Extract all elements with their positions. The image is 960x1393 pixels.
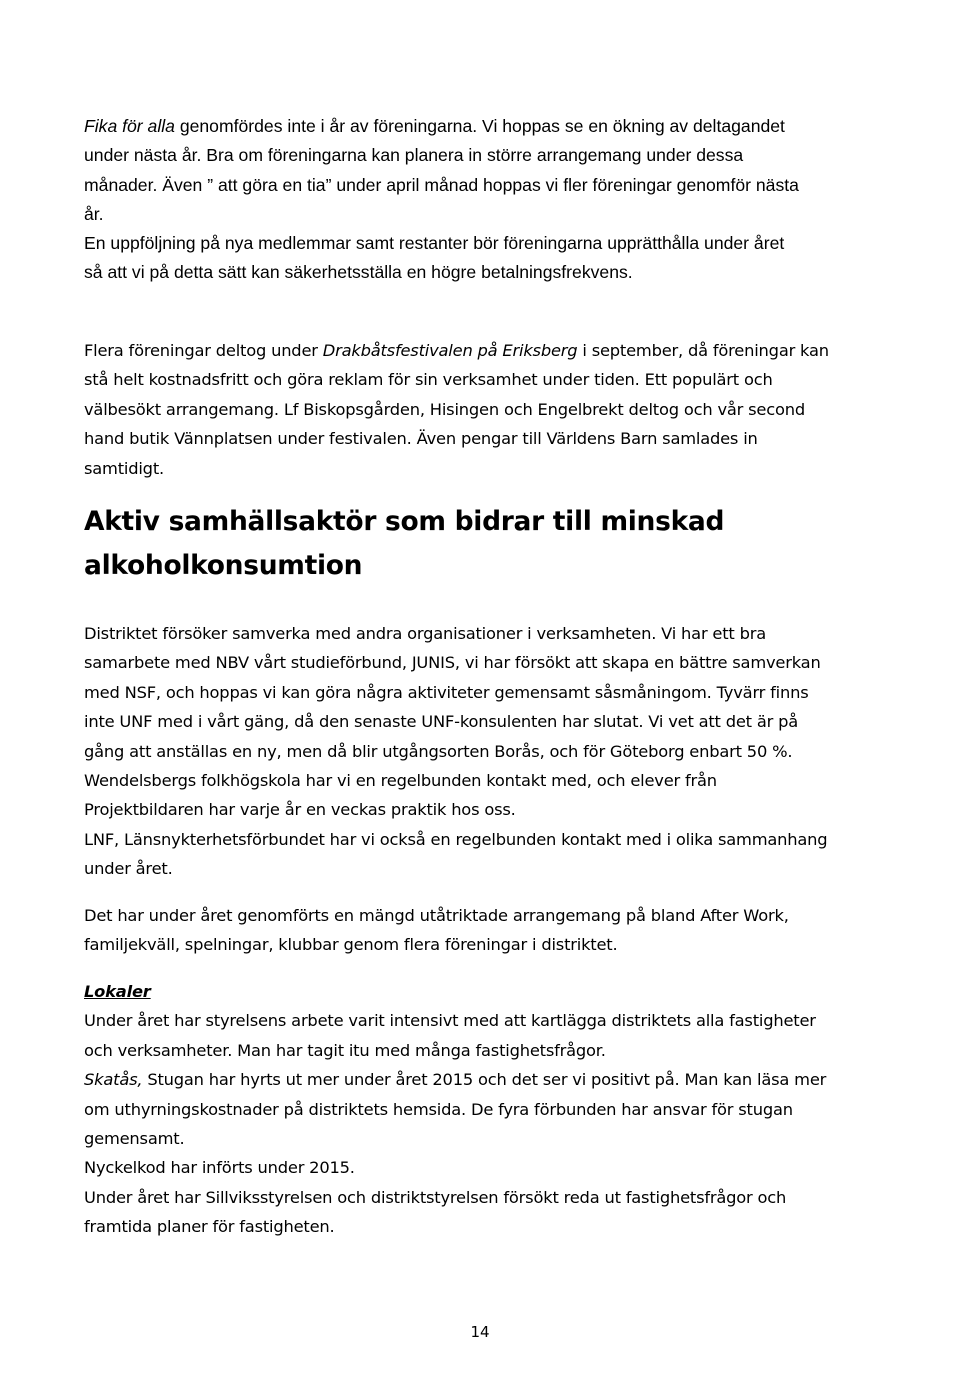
text-line: Det har under året genomförts en mängd utåtriktade arrangemang på bland After Work, bbox=[84, 906, 789, 925]
text-line: Under året har Sillviksstyrelsen och distriktstyrelsen försökt reda ut fastighetsfrågor och bbox=[84, 1187, 787, 1207]
text-line: stå helt kostnadsfritt och göra reklam för sin verksamhet under tiden. Ett populärt och bbox=[84, 370, 773, 390]
text-line bbox=[84, 336, 884, 365]
text-line bbox=[84, 112, 884, 141]
italic-phrase: Skatås, bbox=[84, 1070, 143, 1090]
text-line: samtidigt. bbox=[84, 458, 164, 478]
italic-phrase: Drakbåtsfestivalen på Eriksberg bbox=[322, 341, 578, 360]
paragraph-fika bbox=[84, 112, 884, 288]
text-line: framtida planer för fastigheten. bbox=[84, 1217, 335, 1237]
text-line: gemensamt. bbox=[84, 1129, 185, 1149]
text-line: välbesökt arrangemang. Lf Biskopsgården, Hisingen och Engelbrekt deltog och vår second bbox=[84, 399, 805, 419]
text-line: år. bbox=[84, 203, 104, 224]
page-number: 14 bbox=[470, 1323, 490, 1341]
text-run: i september, då föreningar kan bbox=[577, 341, 829, 360]
text-line: om uthyrningskostnader på distriktets hemsida. De fyra förbunden har ansvar för stugan bbox=[84, 1099, 793, 1119]
text-line: och verksamheter. Man har tagit itu med många fastighetsfrågor. bbox=[84, 1040, 606, 1060]
text-line: samarbete med NBV vårt studieförbund, JUNIS, vi har försökt att skapa en bättre samverkan bbox=[84, 653, 821, 673]
text-run: Stugan har hyrts ut mer under året 2015 och det ser vi positivt på. Man kan läsa mer bbox=[142, 1070, 827, 1090]
section-heading bbox=[84, 500, 884, 588]
text-run: Flera föreningar deltog under bbox=[84, 341, 323, 360]
heading-line: alkoholkonsumtion bbox=[84, 550, 363, 581]
text-run: genomfördes inte i år av föreningarna. Vi hoppas se en ökning av deltagandet bbox=[174, 116, 785, 136]
text-line: under nästa år. Bra om föreningarna kan planera in större arrangemang under dessa bbox=[84, 145, 744, 166]
text-line: Wendelsbergs folkhögskola har vi en regelbunden kontakt med, och elever från bbox=[84, 771, 717, 791]
italic-phrase: Fika för alla bbox=[84, 116, 175, 136]
subheading-lokaler: Lokaler bbox=[84, 982, 151, 1001]
heading-title bbox=[84, 500, 884, 588]
heading-line: Aktiv samhällsaktör som bidrar till minskad bbox=[84, 506, 725, 537]
text-line: månader. Även ” att göra en tia” under april månad hoppas vi fler föreningar genomför nästa bbox=[84, 174, 799, 195]
text-line: under året. bbox=[84, 859, 173, 879]
paragraph-samverkan bbox=[84, 619, 884, 884]
text-line: Distriktet försöker samverka med andra organisationer i verksamheten. Vi har ett bra bbox=[84, 624, 766, 643]
paragraph-arrangemang bbox=[84, 901, 884, 960]
text-line: inte UNF med i vårt gäng, då den senaste UNF-konsulenten har slutat. Vi vet att det är på bbox=[84, 712, 798, 732]
text-line: med NSF, och hoppas vi kan göra några aktiviteter gemensamt såsmåningom. Tyvärr finns bbox=[84, 682, 809, 702]
text-line: så att vi på detta sätt kan säkerhetsställa en högre betalningsfrekvens. bbox=[84, 262, 633, 283]
text-line: hand butik Vännplatsen under festivalen. Även pengar till Världens Barn samlades in bbox=[84, 429, 758, 449]
text-line bbox=[84, 1065, 884, 1094]
text-line: Nyckelkod har införts under 2015. bbox=[84, 1158, 355, 1178]
text-line: LNF, Länsnykterhetsförbundet har vi också en regelbunden kontakt med i olika sammanhang bbox=[84, 829, 828, 849]
paragraph-lokaler bbox=[84, 977, 884, 1242]
paragraph-drakbat bbox=[84, 336, 884, 483]
text-line: familjekväll, spelningar, klubbar genom flera föreningar i distriktet. bbox=[84, 935, 618, 955]
text-line: gång att anställas en ny, men då blir utgångsorten Borås, och för Göteborg enbart 50 %. bbox=[84, 741, 793, 761]
text-line: Projektbildaren har varje år en veckas praktik hos oss. bbox=[84, 800, 516, 820]
text-line: Under året har styrelsens arbete varit intensivt med att kartlägga distriktets alla fastigheter bbox=[84, 1011, 816, 1031]
text-line: En uppföljning på nya medlemmar samt restanter bör föreningarna upprätthålla under året bbox=[84, 233, 785, 254]
